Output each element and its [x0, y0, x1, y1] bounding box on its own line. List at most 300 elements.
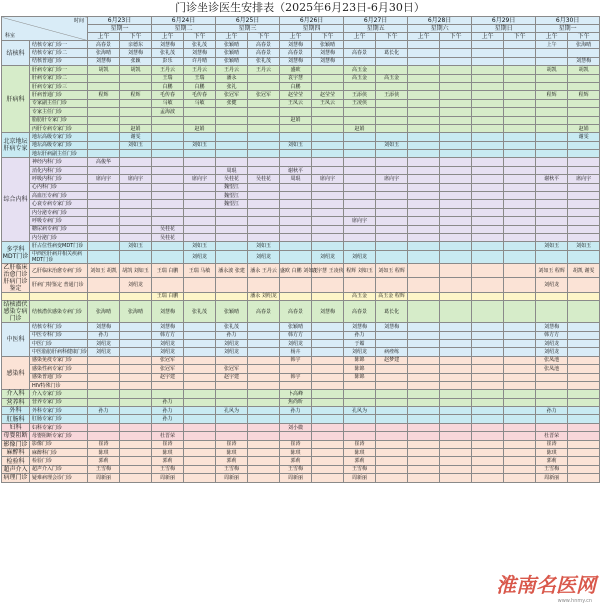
doctor-cell: 陈琪	[280, 449, 312, 457]
doctor-cell: 赵宇建	[152, 373, 184, 381]
doctor-cell	[152, 150, 184, 158]
doctor-cell: 王丹云	[152, 66, 184, 74]
doctor-cell: 王雪梅	[152, 465, 184, 473]
doctor-cell	[152, 250, 184, 263]
doctor-cell	[280, 242, 312, 250]
doctor-cell	[312, 432, 344, 440]
dept-cell: 中医科	[2, 323, 30, 357]
doctor-cell: 王凤云	[280, 99, 312, 107]
date-cell: 6月23日	[88, 17, 152, 25]
doctor-cell	[440, 116, 472, 124]
doctor-cell: 张颖晴	[216, 49, 248, 57]
doctor-cell	[440, 331, 472, 339]
doctor-cell: 刘如玉 胡凯	[88, 263, 120, 278]
doctor-cell	[88, 200, 120, 208]
doctor-cell: 崔涛	[88, 440, 120, 448]
clinic-cell: 中医门诊	[30, 339, 88, 347]
dept-cell: 妇科	[2, 423, 30, 431]
doctor-cell	[88, 217, 120, 225]
doctor-cell: 孙力	[152, 415, 184, 423]
doctor-cell	[568, 440, 600, 448]
doctor-cell	[408, 124, 440, 132]
doctor-cell	[184, 449, 216, 457]
doctor-cell: 杜晋荣	[536, 432, 568, 440]
doctor-cell	[248, 373, 280, 381]
doctor-cell	[376, 166, 408, 174]
doctor-cell	[280, 365, 312, 373]
doctor-cell	[184, 407, 216, 415]
doctor-cell: 郭莉	[536, 457, 568, 465]
am-cell: 上午	[88, 33, 120, 41]
doctor-cell	[248, 233, 280, 241]
doctor-cell	[472, 175, 504, 183]
doctor-cell: 王瑞 白鹏	[152, 263, 184, 278]
doctor-cell: 刘如玉	[280, 141, 312, 149]
doctor-cell	[248, 449, 280, 457]
doctor-cell	[440, 292, 472, 300]
doctor-cell	[312, 133, 344, 141]
doctor-cell	[280, 208, 312, 216]
header-row-weekdays	[2, 25, 600, 33]
doctor-cell: 赵宇建	[216, 373, 248, 381]
doctor-cell	[568, 74, 600, 82]
doctor-cell	[184, 150, 216, 158]
doctor-cell: 王雪梅	[536, 465, 568, 473]
doctor-cell	[440, 381, 472, 389]
table-row	[2, 474, 600, 482]
doctor-cell	[248, 440, 280, 448]
doctor-cell	[472, 225, 504, 233]
doctor-cell	[216, 124, 248, 132]
doctor-cell: 程辉 刘如玉	[344, 263, 376, 278]
weekday-cell: 星期日	[472, 25, 536, 33]
doctor-cell: 刘如玉	[248, 242, 280, 250]
doctor-cell: 白鹏	[280, 82, 312, 90]
table-row	[2, 407, 600, 415]
doctor-cell: 王雪梅	[216, 465, 248, 473]
doctor-cell	[440, 301, 472, 323]
doctor-cell	[312, 200, 344, 208]
doctor-cell	[440, 74, 472, 82]
doctor-cell	[184, 331, 216, 339]
doctor-cell: 刘绍龙	[312, 250, 344, 263]
doctor-cell	[376, 339, 408, 347]
doctor-cell	[344, 166, 376, 174]
doctor-cell	[248, 474, 280, 482]
table-row	[2, 432, 600, 440]
clinic-cell	[30, 292, 88, 300]
table-row	[2, 99, 600, 107]
clinic-cell: 专家主任门诊	[30, 108, 88, 116]
doctor-cell	[504, 365, 536, 373]
doctor-cell	[312, 423, 344, 431]
doctor-cell: 张海晴	[568, 41, 600, 49]
doctor-cell: 席向宇	[312, 175, 344, 183]
weekday-cell: 星期四	[280, 25, 344, 33]
doctor-cell	[536, 225, 568, 233]
doctor-cell	[184, 292, 216, 300]
dept-cell: 营养科	[2, 398, 30, 406]
doctor-cell	[504, 217, 536, 225]
dept-cell: 北京地坛肝病专家	[2, 133, 30, 158]
doctor-cell: 王雪梅	[88, 465, 120, 473]
doctor-cell	[504, 323, 536, 331]
doctor-cell	[184, 183, 216, 191]
doctor-cell	[152, 423, 184, 431]
doctor-cell	[408, 323, 440, 331]
doctor-cell	[376, 82, 408, 90]
doctor-cell	[440, 166, 472, 174]
doctor-cell	[248, 278, 280, 293]
doctor-cell	[376, 150, 408, 158]
doctor-cell: 周琨	[280, 175, 312, 183]
doctor-cell	[376, 474, 408, 482]
doctor-cell: 周新丽	[88, 474, 120, 482]
doctor-cell: 高春景	[248, 49, 280, 57]
table-row	[2, 124, 600, 132]
doctor-cell	[568, 166, 600, 174]
table-row	[2, 166, 600, 174]
doctor-cell: 于媚	[344, 339, 376, 347]
doctor-cell	[376, 99, 408, 107]
doctor-cell	[248, 183, 280, 191]
doctor-cell	[504, 158, 536, 166]
doctor-cell: 卜高峰	[280, 390, 312, 398]
doctor-cell	[120, 474, 152, 482]
doctor-cell: 王瑞 白鹏	[152, 292, 184, 300]
doctor-cell	[440, 474, 472, 482]
doctor-cell	[568, 339, 600, 347]
doctor-cell	[376, 449, 408, 457]
doctor-cell	[312, 233, 344, 241]
table-row	[2, 200, 600, 208]
doctor-cell	[472, 356, 504, 364]
doctor-cell	[216, 233, 248, 241]
doctor-cell: 张海晴	[120, 301, 152, 323]
doctor-cell	[152, 390, 184, 398]
doctor-cell	[504, 183, 536, 191]
doctor-cell: 杨卉	[280, 348, 312, 356]
doctor-cell	[120, 390, 152, 398]
doctor-cell	[184, 133, 216, 141]
doctor-cell	[568, 432, 600, 440]
doctor-cell	[280, 150, 312, 158]
doctor-cell	[408, 457, 440, 465]
doctor-cell	[536, 390, 568, 398]
doctor-cell	[376, 457, 408, 465]
doctor-cell: 王添侠	[344, 91, 376, 99]
doctor-cell	[440, 339, 472, 347]
doctor-cell	[344, 116, 376, 124]
doctor-cell	[344, 150, 376, 158]
doctor-cell	[344, 225, 376, 233]
weekday-cell: 星期一	[88, 25, 152, 33]
doctor-cell	[536, 150, 568, 158]
doctor-cell: 刘绍龙	[216, 339, 248, 347]
doctor-cell: 胡凯	[88, 66, 120, 74]
doctor-cell	[504, 432, 536, 440]
doctor-cell: 吴桂花	[152, 233, 184, 241]
doctor-cell	[408, 82, 440, 90]
doctor-cell	[312, 465, 344, 473]
doctor-cell	[312, 82, 344, 90]
doctor-cell	[120, 99, 152, 107]
doctor-cell	[120, 192, 152, 200]
doctor-cell	[376, 116, 408, 124]
doctor-cell	[312, 183, 344, 191]
doctor-cell	[440, 141, 472, 149]
doctor-cell	[504, 398, 536, 406]
doctor-cell	[280, 108, 312, 116]
clinic-cell: 中医脂肪肝病科健康门诊	[30, 348, 88, 356]
clinic-cell: 神经内科门诊	[30, 158, 88, 166]
doctor-cell	[248, 217, 280, 225]
doctor-cell: 赵莹莹	[312, 91, 344, 99]
doctor-cell: 刘绍龙	[344, 250, 376, 263]
doctor-cell	[120, 250, 152, 263]
doctor-cell: 程辉	[120, 91, 152, 99]
date-cell: 6月30日	[536, 17, 600, 25]
doctor-cell	[440, 200, 472, 208]
doctor-cell	[504, 116, 536, 124]
doctor-cell	[184, 166, 216, 174]
doctor-cell	[312, 74, 344, 82]
doctor-cell	[568, 474, 600, 482]
doctor-cell	[408, 175, 440, 183]
table-row	[2, 250, 600, 263]
weekday-cell: 星期一	[536, 25, 600, 33]
doctor-cell: 程辉	[88, 91, 120, 99]
doctor-cell	[280, 432, 312, 440]
doctor-cell	[88, 398, 120, 406]
doctor-cell: 刘绍龙	[216, 348, 248, 356]
doctor-cell	[568, 415, 600, 423]
doctor-cell	[280, 183, 312, 191]
doctor-cell	[312, 116, 344, 124]
doctor-cell	[88, 99, 120, 107]
doctor-cell	[280, 225, 312, 233]
doctor-cell	[344, 183, 376, 191]
date-cell: 6月25日	[216, 17, 280, 25]
doctor-cell	[88, 415, 120, 423]
doctor-cell	[408, 74, 440, 82]
doctor-cell	[248, 339, 280, 347]
dept-cell: 多学科MDT门诊	[2, 242, 30, 263]
doctor-cell	[536, 301, 568, 323]
dept-cell: 结核科	[2, 41, 30, 66]
doctor-cell	[376, 183, 408, 191]
doctor-cell	[216, 225, 248, 233]
table-row	[2, 66, 600, 74]
doctor-cell	[216, 133, 248, 141]
doctor-cell	[344, 192, 376, 200]
doctor-cell: 孙力	[152, 398, 184, 406]
doctor-cell	[504, 233, 536, 241]
doctor-cell	[120, 457, 152, 465]
doctor-cell	[472, 141, 504, 149]
table-row	[2, 356, 600, 364]
doctor-cell: 王雪梅	[344, 465, 376, 473]
doctor-cell	[248, 457, 280, 465]
doctor-cell: 孙力	[216, 331, 248, 339]
doctor-cell: 周新丽	[536, 474, 568, 482]
doctor-cell: 崔涛	[536, 440, 568, 448]
doctor-cell	[536, 217, 568, 225]
doctor-cell: 张冠军	[216, 365, 248, 373]
doctor-cell	[472, 200, 504, 208]
doctor-cell	[472, 331, 504, 339]
doctor-cell	[216, 116, 248, 124]
doctor-cell	[472, 390, 504, 398]
doctor-cell	[184, 440, 216, 448]
clinic-cell: 肝病普通门诊	[30, 91, 88, 99]
doctor-cell	[312, 208, 344, 216]
doctor-cell	[312, 398, 344, 406]
doctor-cell	[440, 449, 472, 457]
doctor-cell: 刘如玉	[184, 141, 216, 149]
doctor-cell: 刘绍龙	[88, 339, 120, 347]
doctor-cell: 白鹏	[184, 82, 216, 90]
doctor-cell	[536, 166, 568, 174]
doctor-cell	[88, 108, 120, 116]
doctor-cell: 刘绍龙	[536, 339, 568, 347]
doctor-cell	[504, 373, 536, 381]
doctor-cell	[568, 373, 600, 381]
clinic-cell: 心衰专病专家门诊	[30, 200, 88, 208]
am-cell: 上午	[280, 33, 312, 41]
doctor-cell: 张礼茂	[248, 57, 280, 65]
doctor-cell	[536, 423, 568, 431]
doctor-cell	[312, 356, 344, 364]
clinic-cell: 肝病专家门诊二	[30, 74, 88, 82]
doctor-cell	[472, 41, 504, 49]
doctor-cell	[536, 57, 568, 65]
doctor-cell: 张海晴	[88, 49, 120, 57]
doctor-cell	[344, 278, 376, 293]
doctor-cell	[504, 242, 536, 250]
am-cell: 上午	[472, 33, 504, 41]
header-row-dates	[2, 17, 600, 25]
doctor-cell	[312, 365, 344, 373]
clinic-cell: 专家副主任门诊	[30, 99, 88, 107]
doctor-cell	[216, 250, 248, 263]
doctor-cell	[536, 192, 568, 200]
doctor-cell	[312, 192, 344, 200]
doctor-cell	[472, 398, 504, 406]
doctor-cell	[248, 108, 280, 116]
doctor-cell: 病痊练	[376, 348, 408, 356]
doctor-cell: 孙力	[152, 407, 184, 415]
table-row	[2, 158, 600, 166]
doctor-cell	[216, 150, 248, 158]
doctor-cell	[280, 381, 312, 389]
clinic-cell: 结核专家门诊一	[30, 41, 88, 49]
doctor-cell	[504, 301, 536, 323]
clinic-cell: 感染免疫专家门诊	[30, 356, 88, 364]
doctor-cell: 郭莉	[280, 457, 312, 465]
doctor-cell	[120, 74, 152, 82]
table-row	[2, 217, 600, 225]
table-row	[2, 41, 600, 49]
doctor-cell	[344, 398, 376, 406]
doctor-cell	[536, 208, 568, 216]
clinic-cell: 地坛高级专家门诊	[30, 133, 88, 141]
doctor-cell	[248, 82, 280, 90]
doctor-cell	[440, 356, 472, 364]
doctor-cell: 赵娟	[568, 124, 600, 132]
doctor-cell	[472, 66, 504, 74]
table-row	[2, 49, 600, 57]
doctor-cell: 高春景	[344, 49, 376, 57]
doctor-cell	[504, 423, 536, 431]
doctor-cell	[440, 158, 472, 166]
doctor-cell	[568, 200, 600, 208]
dept-cell: 外科	[2, 407, 30, 415]
clinic-cell: 外科专家门诊	[30, 407, 88, 415]
date-cell: 6月28日	[408, 17, 472, 25]
doctor-cell	[568, 82, 600, 90]
doctor-cell	[568, 250, 600, 263]
doctor-cell	[376, 331, 408, 339]
doctor-cell	[440, 217, 472, 225]
doctor-cell	[408, 133, 440, 141]
doctor-cell: 席向宇	[184, 175, 216, 183]
doctor-cell	[504, 449, 536, 457]
clinic-cell: 感染性病专家门诊	[30, 365, 88, 373]
doctor-cell	[504, 41, 536, 49]
doctor-cell: 王瑞 马敏	[184, 263, 216, 278]
doctor-cell: 上午	[536, 41, 568, 49]
clinic-cell: 检验门诊	[30, 457, 88, 465]
doctor-cell: 刘绍龙	[536, 278, 568, 293]
doctor-cell	[376, 133, 408, 141]
doctor-cell: 许丹晴	[184, 57, 216, 65]
doctor-cell	[376, 242, 408, 250]
doctor-cell	[376, 423, 408, 431]
doctor-cell	[408, 116, 440, 124]
dept-cell: 综合内科	[2, 158, 30, 242]
doctor-cell	[440, 99, 472, 107]
clinic-cell: 消化内科门诊	[30, 166, 88, 174]
doctor-cell	[344, 233, 376, 241]
doctor-cell	[216, 292, 248, 300]
doctor-cell	[472, 208, 504, 216]
doctor-cell: 刘绍龙	[248, 250, 280, 263]
doctor-cell: 席向宇	[376, 175, 408, 183]
doctor-cell: 张颖晴	[280, 323, 312, 331]
doctor-cell	[504, 99, 536, 107]
clinic-cell: 乙肝临床治愈专病门诊	[30, 263, 88, 278]
doctor-cell: 席向宇	[120, 175, 152, 183]
doctor-cell	[536, 233, 568, 241]
doctor-cell	[536, 141, 568, 149]
doctor-cell	[472, 116, 504, 124]
clinic-cell: 超声介入门诊	[30, 465, 88, 473]
doctor-cell	[440, 457, 472, 465]
doctor-cell	[472, 166, 504, 174]
doctor-cell	[344, 381, 376, 389]
doctor-cell	[152, 124, 184, 132]
doctor-cell	[152, 183, 184, 191]
doctor-cell	[120, 116, 152, 124]
doctor-cell: 崔涛	[344, 440, 376, 448]
doctor-cell	[88, 365, 120, 373]
doctor-cell: 胡凯 谢雯	[568, 263, 600, 278]
doctor-cell: 亲德东	[120, 41, 152, 49]
doctor-cell	[472, 432, 504, 440]
doctor-cell	[568, 423, 600, 431]
doctor-cell	[472, 365, 504, 373]
